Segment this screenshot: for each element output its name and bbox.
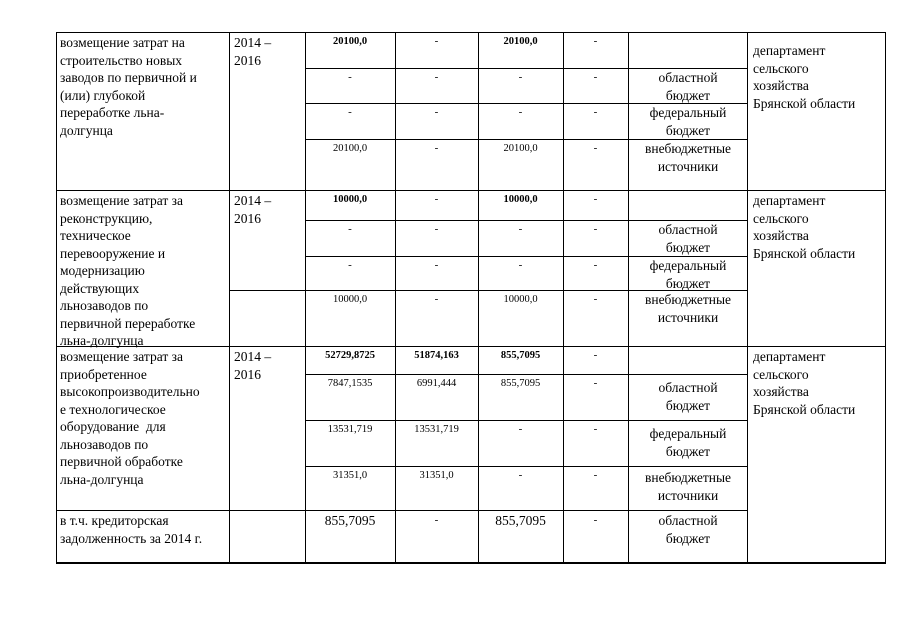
amount-col3: 10000,0 [503, 194, 538, 205]
executor: департамент сельского хозяйства Брянской области [753, 43, 856, 111]
amount-col2: 6991,444 [416, 378, 457, 389]
amount-col4: - [593, 193, 598, 205]
measure-description: возмещение затрат за приобретенное высокопроизводительно е технологическое оборудование для льнозаводов по первичной обработке льна-долгунца [60, 349, 200, 487]
funding-source: областной бюджет [658, 70, 718, 103]
table-border-left [56, 32, 57, 563]
amount-col3: 855,7095 [500, 350, 541, 361]
amount-col2: 51874,163 [414, 350, 459, 361]
period: 2014 – 2016 [234, 349, 272, 382]
executor: департамент сельского хозяйства Брянской области [753, 193, 856, 261]
amount-col4: - [593, 223, 598, 235]
amount-col3: 20100,0 [503, 143, 538, 154]
amount-total: 31351,0 [332, 470, 368, 481]
amount-total: - [348, 259, 352, 271]
amount-col4: - [593, 293, 598, 305]
funding-source: областной бюджет [658, 380, 718, 413]
amount-col2: - [434, 514, 439, 526]
amount-total: 13531,719 [327, 424, 373, 435]
amount-total: 20100,0 [332, 143, 368, 154]
amount-col2: - [434, 193, 439, 205]
amount-total: - [348, 71, 352, 83]
amount-col4: - [593, 514, 598, 526]
funding-source: федеральный бюджет [649, 258, 727, 291]
amount-total: 10000,0 [332, 294, 368, 305]
amount-col3: - [518, 259, 523, 271]
amount-col2: - [434, 71, 439, 83]
amount-col3: - [518, 469, 523, 481]
amount-col4: - [593, 106, 598, 118]
amount-col2: 31351,0 [419, 470, 454, 481]
period: 2014 – 2016 [234, 35, 272, 68]
amount-col4: - [593, 142, 598, 154]
amount-col4: - [593, 35, 598, 47]
amount-col4: - [593, 349, 598, 361]
amount-col3: - [518, 71, 523, 83]
amount-col3: - [518, 423, 523, 435]
amount-col2: 13531,719 [414, 424, 459, 435]
funding-source: федеральный бюджет [649, 426, 727, 459]
funding-source: областной бюджет [658, 513, 718, 546]
measure-description: возмещение затрат за реконструкцию, техническое перевооружение и модернизацию действующих льнозаводов по первичной переработке льна-долгунца [60, 193, 196, 348]
amount-total: 855,7095 [324, 513, 376, 528]
measure-description: возмещение затрат на строительство новых заводов по первичной и (или) глубокой переработке льна- долгунца [60, 35, 197, 138]
amount-col4: - [593, 423, 598, 435]
amount-total: - [348, 223, 352, 235]
amount-col3: 855,7095 [500, 378, 541, 389]
amount-total: 7847,1535 [327, 378, 373, 389]
amount-col4: - [593, 377, 598, 389]
amount-col3: 20100,0 [503, 36, 538, 47]
funding-source: областной бюджет [658, 222, 718, 255]
amount-col3: - [518, 223, 523, 235]
amount-col3: - [518, 106, 523, 118]
measure-description: в т.ч. кредиторская задолженность за 2014 г. [60, 513, 203, 546]
amount-col2: - [434, 35, 439, 47]
amount-total: 10000,0 [332, 194, 368, 205]
amount-col4: - [593, 259, 598, 271]
funding-source: внебюджетные источники [644, 292, 732, 325]
table-border-right [885, 32, 886, 563]
table-border-bottom [56, 562, 886, 564]
amount-col3: 855,7095 [495, 513, 546, 528]
funding-source: внебюджетные источники [644, 141, 732, 174]
funding-source: внебюджетные источники [644, 470, 732, 503]
executor: департамент сельского хозяйства Брянской области [753, 349, 856, 417]
amount-col2: - [434, 142, 439, 154]
amount-col2: - [434, 106, 439, 118]
funding-source: федеральный бюджет [649, 105, 727, 138]
amount-col4: - [593, 71, 598, 83]
period: 2014 – 2016 [234, 193, 272, 226]
amount-col2: - [434, 223, 439, 235]
group-divider [56, 510, 748, 511]
amount-total: - [348, 106, 352, 118]
amount-col2: - [434, 259, 439, 271]
amount-total: 20100,0 [332, 36, 368, 47]
amount-col3: 10000,0 [503, 294, 538, 305]
column-divider [229, 32, 230, 563]
amount-total: 52729,8725 [325, 350, 375, 361]
amount-col2: - [434, 293, 439, 305]
amount-col4: - [593, 469, 598, 481]
